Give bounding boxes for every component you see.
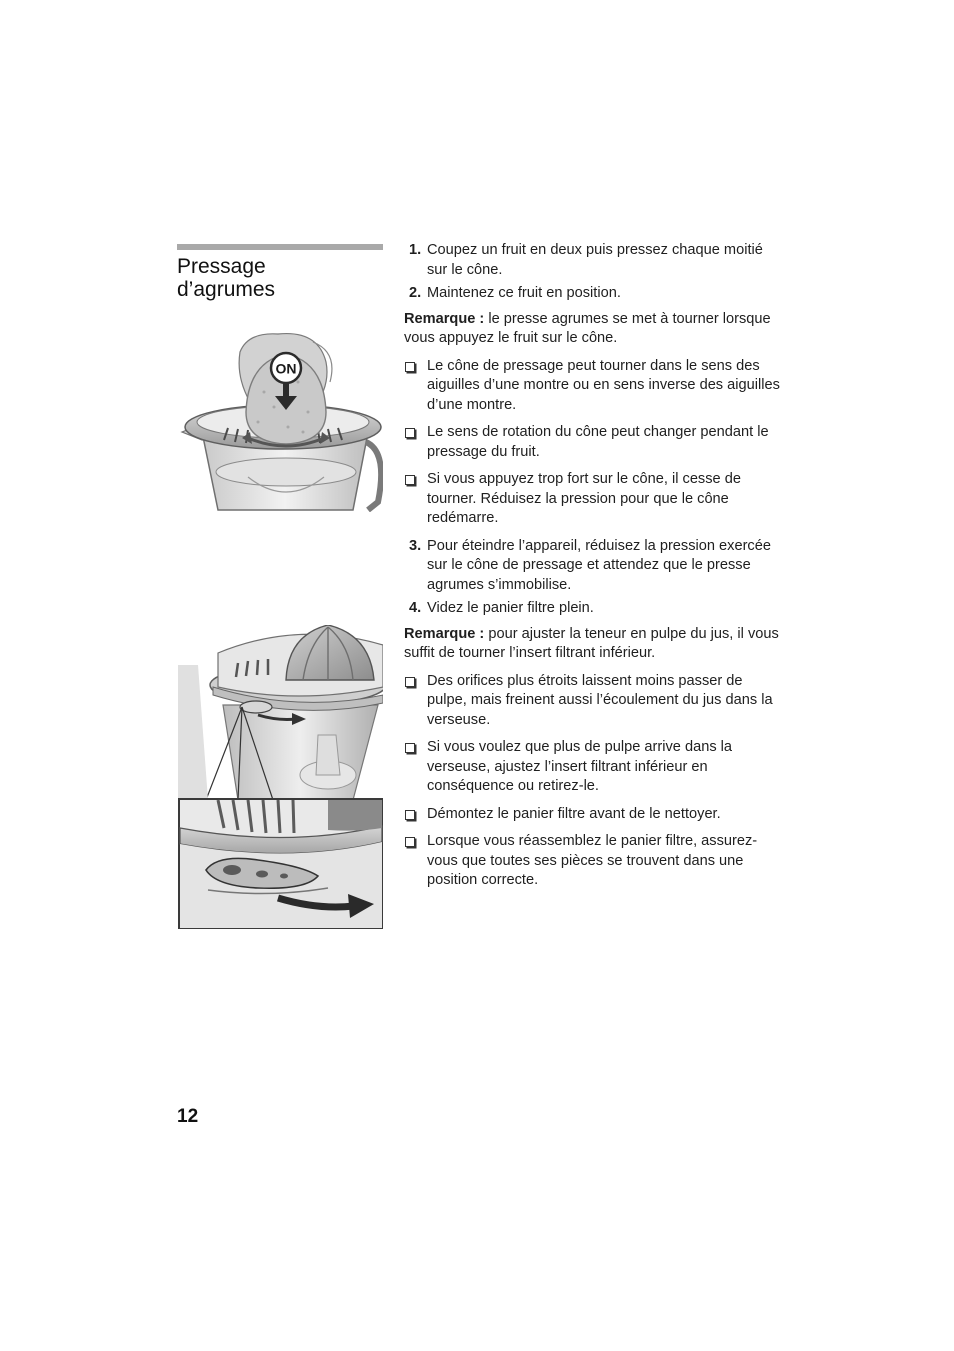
step-text: Videz le panier filtre plein. bbox=[427, 600, 594, 616]
step-text: Maintenez ce fruit en position. bbox=[427, 285, 621, 301]
bullet-item bbox=[404, 832, 782, 891]
step-text: Pour éteindre l’appareil, réduisez la pression exercée sur le cône de pressage et attendez que le presse agrumes s’immobilise. bbox=[427, 537, 771, 593]
section-title-bar bbox=[177, 244, 383, 250]
bullet-text: Le cône de pressage peut tourner dans le sens des aiguilles d’une montre ou en sens inverse des aiguilles d’une montre. bbox=[427, 357, 780, 413]
note-rotation bbox=[404, 310, 782, 349]
filter-adjust-illustration bbox=[178, 625, 383, 800]
note-text: le presse agrumes se met à tourner lorsque vous appuyez le fruit sur le cône. bbox=[404, 310, 771, 346]
bullet-text: Des orifices plus étroits laissent moins passer de pulpe, mais freinent aussi l’écoulement du jus dans la verseuse. bbox=[427, 672, 773, 728]
note-pulp bbox=[404, 625, 782, 664]
bullet-item bbox=[404, 423, 782, 462]
checkbox-bullet-icon bbox=[405, 810, 415, 820]
page-number: 12 bbox=[177, 1106, 199, 1127]
checkbox-bullet-icon bbox=[405, 428, 415, 438]
checkbox-bullet-icon bbox=[405, 743, 415, 753]
on-button-label: ON bbox=[275, 360, 297, 377]
step-3 bbox=[404, 537, 782, 596]
step-number: 4. bbox=[409, 600, 422, 616]
bullet-item bbox=[404, 357, 782, 416]
section-title-line-2: d’agrumes bbox=[177, 278, 276, 301]
figure-filter-lever-closeup bbox=[178, 798, 384, 930]
section-title bbox=[177, 255, 387, 301]
bullet-item bbox=[404, 738, 782, 797]
figure-pressing-fruit bbox=[178, 332, 383, 512]
checkbox-bullet-icon bbox=[405, 475, 415, 485]
step-4 bbox=[404, 599, 782, 619]
step-number: 1. bbox=[409, 242, 422, 258]
bullet-text: Le sens de rotation du cône peut changer pendant le pressage du fruit. bbox=[427, 424, 769, 460]
bullet-text: Lorsque vous réassemblez le panier filtre, assurez-vous que toutes ses pièces se trouvent dans une position correcte. bbox=[427, 833, 758, 888]
instructions-content bbox=[404, 241, 782, 899]
step-number: 2. bbox=[409, 285, 422, 301]
bullet-text: Si vous appuyez trop fort sur le cône, il cesse de tourner. Réduisez la pression pour que le cône redémarre. bbox=[427, 471, 741, 526]
bullet-text: Démontez le panier filtre avant de le nettoyer. bbox=[427, 805, 721, 822]
checkbox-bullet-icon bbox=[405, 362, 415, 372]
step-2 bbox=[404, 284, 782, 304]
step-1 bbox=[404, 241, 782, 280]
section-title-line-1: Pressage bbox=[177, 255, 266, 278]
note-label: Remarque : bbox=[404, 310, 485, 327]
bullet-item bbox=[404, 805, 782, 825]
checkbox-bullet-icon bbox=[405, 837, 415, 847]
note-text: pour ajuster la teneur en pulpe du jus, il vous suffit de tourner l’insert filtrant inférieur. bbox=[404, 625, 779, 661]
figure-filter-adjust bbox=[178, 625, 383, 800]
step-text: Coupez un fruit en deux puis pressez chaque moitié sur le cône. bbox=[427, 242, 763, 278]
step-number: 3. bbox=[409, 537, 422, 554]
filter-lever-illustration bbox=[178, 798, 384, 930]
bullet-item bbox=[404, 672, 782, 731]
bullet-text: Si vous voulez que plus de pulpe arrive dans la verseuse, ajustez l’insert filtrant inférieur en conséquence ou retirez-le. bbox=[427, 739, 733, 794]
bullet-item bbox=[404, 470, 782, 529]
note-label: Remarque : bbox=[404, 625, 485, 642]
pressing-fruit-illustration bbox=[178, 332, 383, 512]
checkbox-bullet-icon bbox=[405, 677, 415, 687]
